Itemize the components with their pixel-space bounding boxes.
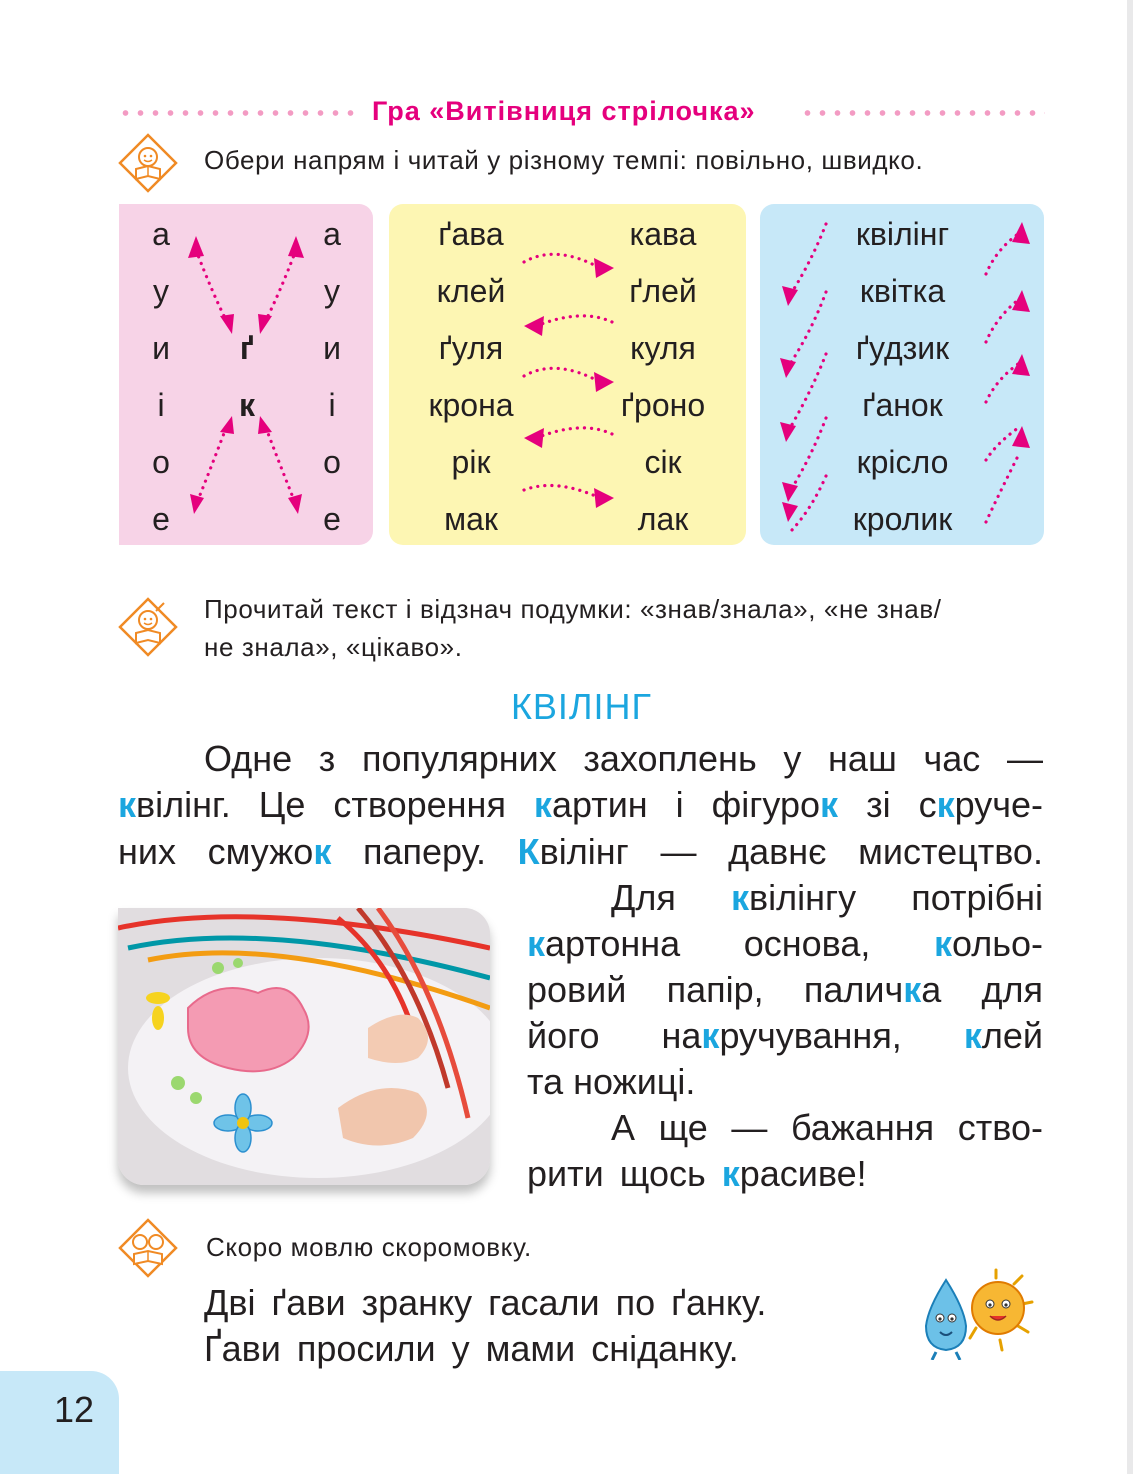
left-word: клей — [436, 273, 506, 309]
left-vowel: і — [157, 387, 165, 423]
game-instruction: Обери напрям і читай у різному темпі: повільно, швидко. — [204, 145, 924, 175]
quilling-photo — [118, 908, 490, 1185]
story-line: картонна основа, кольо- — [527, 923, 1043, 964]
right-vowel: о — [323, 444, 341, 480]
left-word: ґава — [438, 216, 504, 252]
arrow-to-g-right — [266, 250, 296, 320]
story-line: них смужок паперу. Квілінг — давнє мистецтво. — [118, 831, 1043, 872]
arrow-from-k-left — [198, 428, 226, 500]
game-title: Гра «Витівниця стрілочка» — [372, 96, 756, 126]
right-vowel: е — [323, 501, 341, 537]
arrow-up-2 — [986, 300, 1018, 342]
arrow-up-5 — [986, 456, 1018, 522]
right-word: ґроно — [620, 387, 706, 423]
arrow-row5 — [524, 486, 600, 499]
arrow-down-4 — [792, 418, 826, 488]
task-instruction-line2: не знала», «цікаво». — [204, 632, 463, 662]
arrow-row2 — [536, 316, 612, 326]
right-vowel: у — [324, 273, 340, 309]
center-letter: к — [238, 387, 255, 423]
column-word: кролик — [852, 501, 953, 537]
story-line: Одне з популярних захоплень у наш час — — [204, 738, 1043, 779]
two-children-icon — [118, 1218, 178, 1278]
story-line: його накручування, клей — [527, 1015, 1043, 1056]
story-line: квілінг. Це створення картин і фігурок зі скруче- — [118, 784, 1043, 825]
left-vowel: а — [152, 216, 170, 252]
tongue-twister-line2: Ґави просили у мами сніданку. — [204, 1328, 739, 1369]
story-line: ровий папір, паличка для — [527, 969, 1043, 1010]
story-line: Для квілінгу потрібні — [611, 877, 1043, 918]
arrow-row1 — [524, 254, 600, 268]
left-vowel: и — [152, 330, 170, 366]
left-word: ґуля — [438, 330, 504, 366]
left-vowel: о — [152, 444, 170, 480]
story-line: та ножиці. — [527, 1061, 696, 1102]
task-instruction-line1: Прочитай текст і відзнач подумки: «знав/знала», «не знав/ — [204, 594, 942, 624]
arrow-from-k-right — [266, 428, 294, 500]
column-word: крісло — [856, 444, 949, 480]
right-word: ґлей — [629, 273, 697, 309]
left-vowel: е — [152, 501, 170, 537]
right-word: сік — [644, 444, 682, 480]
column-word: ґанок — [862, 387, 943, 423]
column-word: квітка — [859, 273, 946, 309]
column-word: ґудзик — [855, 330, 950, 366]
right-word: лак — [637, 501, 689, 537]
arrow-to-g-left — [196, 250, 226, 320]
right-vowel: и — [323, 330, 341, 366]
left-word: рік — [451, 444, 491, 480]
right-word: кава — [629, 216, 697, 252]
story-title: КВІЛІНГ — [510, 686, 653, 727]
column-word: квілінг — [855, 216, 950, 252]
arrow-row4 — [536, 428, 612, 438]
story-line: А ще — бажання ство- — [611, 1107, 1043, 1148]
waterdrop-and-sun-icon — [914, 1268, 1036, 1360]
arrow-up-3 — [986, 364, 1018, 402]
arrow-down-1 — [792, 224, 826, 292]
reading-direction-arrows — [0, 0, 1133, 560]
left-vowel: у — [153, 273, 169, 309]
arrow-down-3 — [790, 354, 826, 428]
tongue-twister-line1: Дві ґави зранку гасали по ґанку. — [204, 1282, 767, 1323]
arrow-down-5 — [792, 476, 826, 530]
left-word: мак — [444, 501, 498, 537]
right-vowel: і — [328, 387, 336, 423]
reading-child-icon — [118, 597, 178, 657]
tongue-twister-instruction: Скоро мовлю скоромовку. — [206, 1232, 532, 1262]
page-number: 12 — [54, 1389, 95, 1430]
right-word: куля — [630, 330, 696, 366]
center-letter: ґ — [239, 330, 255, 366]
story-line: рити щось красиве! — [527, 1153, 867, 1194]
left-word: крона — [428, 387, 514, 423]
arrow-row3 — [524, 368, 600, 382]
right-vowel: а — [323, 216, 341, 252]
arrow-down-2 — [790, 292, 826, 364]
